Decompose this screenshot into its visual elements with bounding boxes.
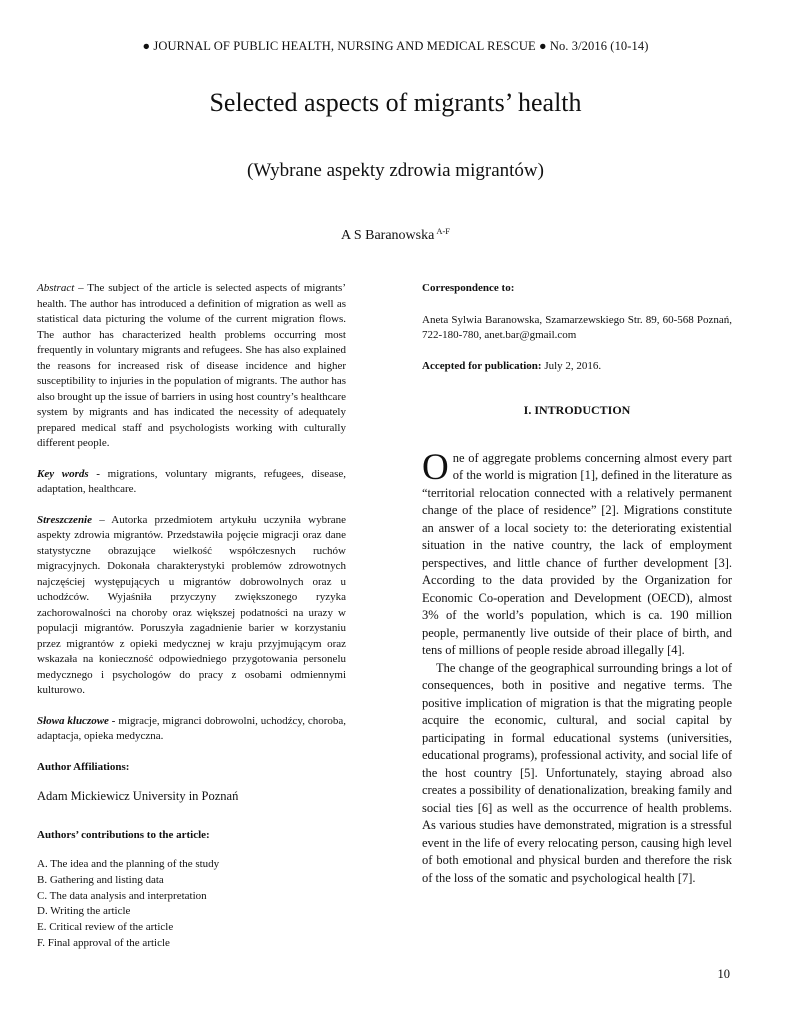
article-subtitle: (Wybrane aspekty zdrowia migrantów)	[247, 160, 544, 181]
intro-paragraph-1-text: ne of aggregate problems concerning almost every part of the world is migration [1], defined in the literature as “territorial relocation connected with a relatively permanent change of the place of residence” [2]. Migrations constitute an answer of a local society to: the deteriorating existential situation in the native country, the lack of employment perspectives, and little chance of further development [3]. According to the data provided by the Organization for Economic Co-operation and Development (OECD), almost 3% of the world’s population, which is ca. 190 million people, permanently live outside of their place of birth, and tens of millions of people reside abroad illegally [4].	[422, 450, 732, 657]
keywords-text: migrations, voluntary migrants, refugees, disease, adaptation, healthcare.	[37, 467, 346, 495]
list-item: A. The idea and the planning of the study	[37, 858, 220, 870]
author-name: A S Baranowska	[340, 228, 435, 243]
section-heading-introduction: I. INTRODUCTION	[523, 403, 631, 417]
drop-cap: O	[422, 446, 449, 488]
streszczenie-label: Streszczenie	[37, 513, 92, 526]
abstract-text: – The subject of the article is selected aspects of migrants’ health. The author has introduced a definition of migration as well as statistical data picturing the volume of the current migration flows. The author has characterized health problems occurring most frequently in voluntary migrants and refugees. She has also explained the reasons for increased risk of disease incidence and higher susceptibility to injuries in the population of migrants. The author has also brought up the issue of barriers in using host country’s healthcare system by migrants and has indicated the necessity of adequately prepared medical staff and psychologists working with culturally different people.	[37, 282, 346, 449]
accepted	[422, 359, 732, 375]
correspondence-text: Aneta Sylwia Baranowska, Szamarzewskiego Str. 89, 60-568 Poznań, 722-180-780, anet.bar@gmail.com	[422, 313, 732, 341]
affiliations-label: Author Affiliations:	[37, 760, 130, 773]
intro-paragraph-1	[422, 446, 732, 660]
bullet-icon: ●	[142, 39, 151, 53]
keywords	[37, 467, 346, 498]
keywords-label: Key words -	[37, 467, 100, 480]
intro-paragraph-2: The change of the geographical surrounding brings a lot of consequences, both in positive and negative terms. The positive implication of migration is that the migrating people acquire the economic, cultural, and social capital by participating in formal educational systems (universities, educational programs), professional activity, and social life of the host country [5]. Unfortunately, staying abroad also creates a possibility of denationalization, breaking family and social ties [6] as well as the occurrence of health problems. As various studies have demonstrated, migration is a stressful event in the life of every relocating person, causing high level of both emotional and physical burden and therefore the risk of the loss of the somatic and psychological health [7].	[422, 660, 732, 885]
correspondence-label: Correspondence to:	[422, 282, 515, 294]
journal-header	[0, 39, 791, 54]
abstract	[37, 281, 346, 452]
list-item: D. Writing the article	[37, 905, 131, 918]
slowa-kluczowe	[37, 714, 346, 745]
page-number: 10	[717, 967, 730, 981]
issue-info: No. 3/2016 (10-14)	[549, 39, 649, 53]
list-item: F. Final approval of the article	[37, 936, 170, 949]
journal-name: JOURNAL OF PUBLIC HEALTH, NURSING AND MEDICAL RESCUE	[153, 39, 536, 53]
list-item: B. Gathering and listing data	[37, 873, 164, 886]
streszczenie	[37, 513, 346, 699]
accepted-label: Accepted for publication:	[422, 359, 542, 372]
abstract-label: Abstract	[37, 282, 75, 294]
accepted-date: July 2, 2016.	[541, 359, 602, 372]
contributions-label: Authors’ contributions to the article:	[37, 828, 210, 841]
right-column	[422, 281, 732, 887]
contributions-list	[37, 857, 346, 952]
slowa-label: Słowa kluczowe -	[37, 714, 116, 727]
left-column	[37, 281, 346, 952]
author-contribution-marks: A-F	[436, 226, 451, 236]
list-item: C. The data analysis and interpretation	[37, 889, 207, 902]
author-line	[0, 226, 791, 244]
affiliation-text: Adam Mickiewicz University in Poznań	[37, 789, 239, 803]
list-item: E. Critical review of the article	[37, 921, 174, 934]
bullet-icon: ●	[538, 39, 547, 53]
streszczenie-text: – Autorka przedmiotem artykułu uczyniła wybrane aspekty zdrowia migrantów. Przedstawiła pojęcie migracji oraz dane statystyczne obrazujące wielkość współczesnych ruchów migracyjnych. Dokonała charakterystyki problemów zdrowotnych najczęściej występujących u migrantów dobrowolnych oraz u uchodźców. Wyjaśniła przyczyny zwiększonego ryzyka zachorowalności na choroby oraz większej podatności na urazy w populacji migrantów. Poruszyła zagadnienie barier w korzystaniu przez migrantów z opieki medycznej w kraju przyjmującym oraz wskazała na konieczność odpowiedniego przygotowania personelu medycznego i psychologów do pracy z osobami odmiennymi kulturowo.	[37, 513, 346, 696]
slowa-text: migracje, migranci dobrowolni, uchodźcy, choroba, adaptacja, opieka medyczna.	[37, 714, 347, 742]
article-title: Selected aspects of migrants’ health	[209, 88, 582, 117]
